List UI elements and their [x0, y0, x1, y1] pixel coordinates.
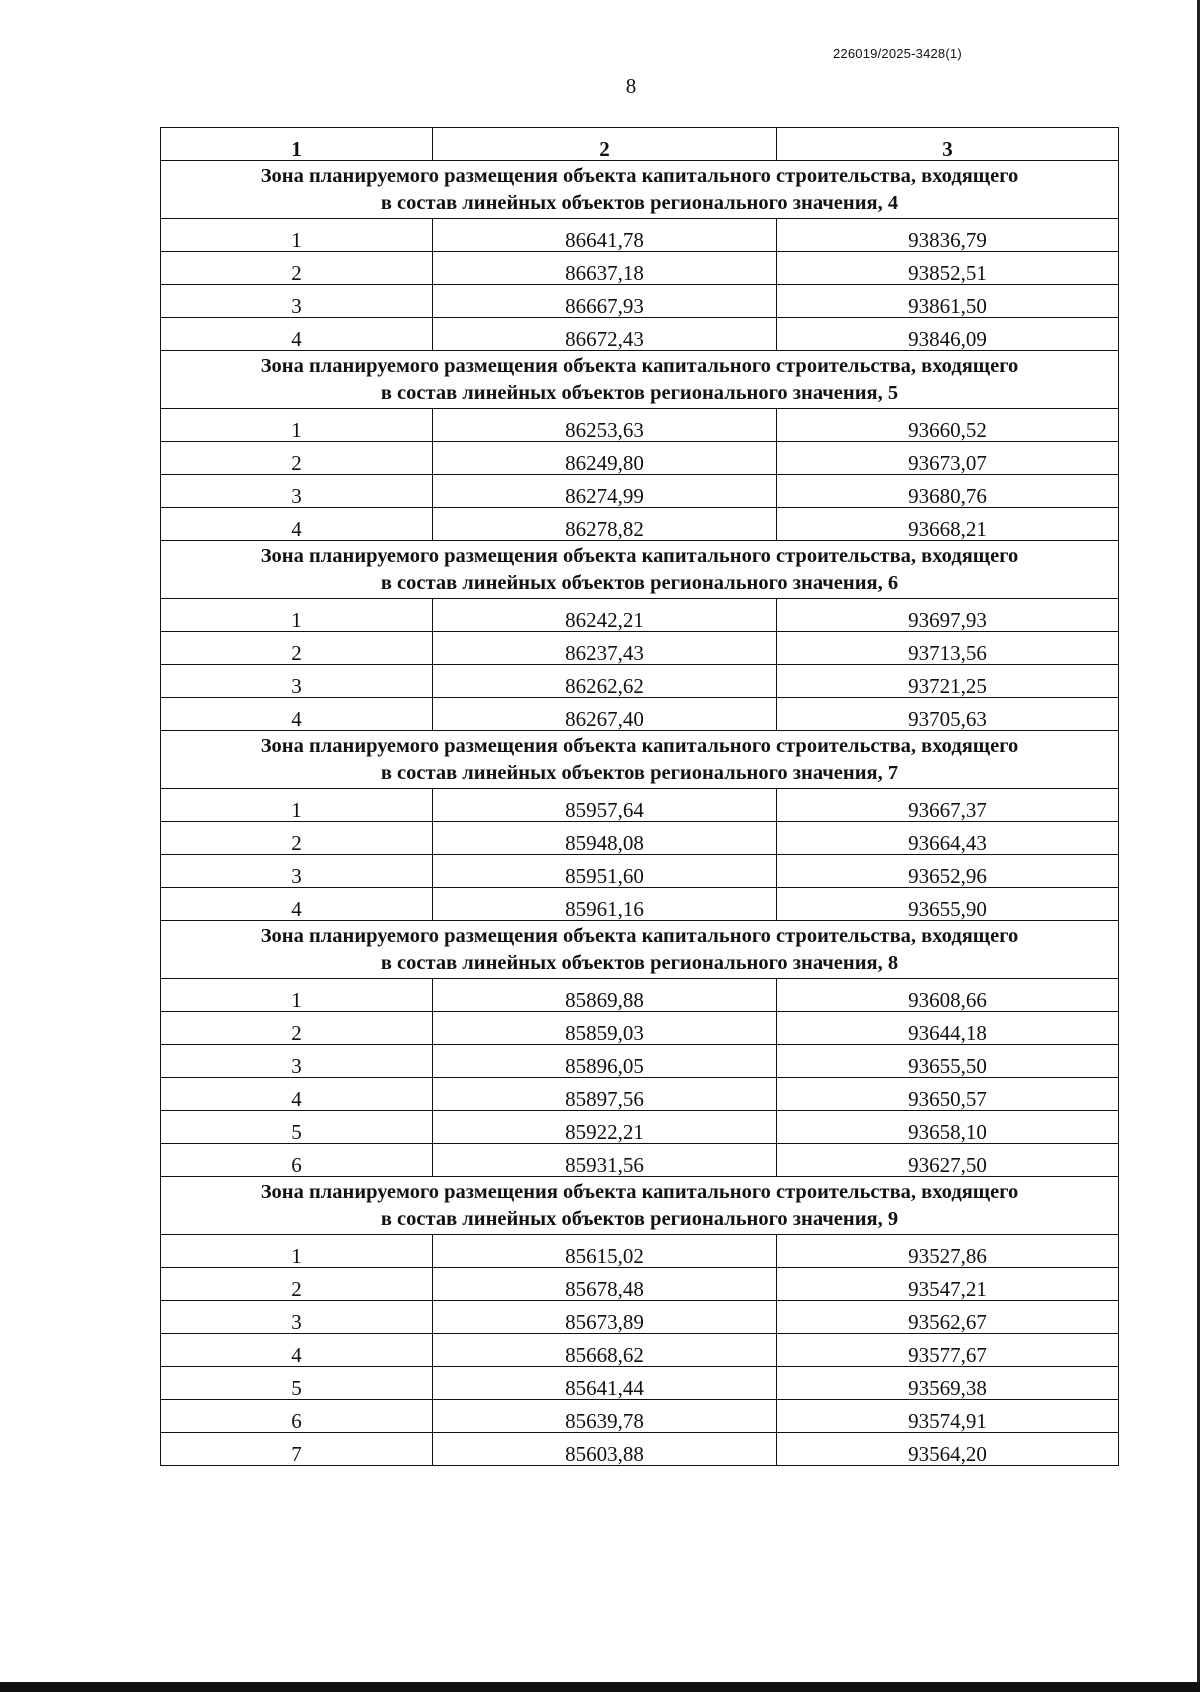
y-coordinate-cell: 93668,21	[777, 508, 1119, 541]
x-coordinate-cell: 85603,88	[433, 1433, 777, 1466]
point-number-cell: 3	[161, 285, 433, 318]
zone-heading-row	[161, 1177, 1119, 1235]
point-number-cell: 4	[161, 698, 433, 731]
table-row	[161, 698, 1119, 731]
document-id: 226019/2025-3428(1)	[833, 46, 962, 61]
x-coordinate-cell: 86637,18	[433, 252, 777, 285]
x-coordinate-cell: 86249,80	[433, 442, 777, 475]
x-coordinate-cell: 85931,56	[433, 1144, 777, 1177]
point-number-cell: 3	[161, 1301, 433, 1334]
point-number-cell: 5	[161, 1111, 433, 1144]
y-coordinate-cell: 93713,56	[777, 632, 1119, 665]
zone-heading-line1: Зона планируемого размещения объекта капитального строительства, входящего	[260, 165, 1019, 187]
zone-heading	[161, 161, 1119, 219]
zone-heading-line1: Зона планируемого размещения объекта капитального строительства, входящего	[260, 1181, 1019, 1203]
table-row	[161, 219, 1119, 252]
x-coordinate-cell: 85957,64	[433, 789, 777, 822]
x-coordinate-cell: 85668,62	[433, 1334, 777, 1367]
y-coordinate-cell: 93861,50	[777, 285, 1119, 318]
coordinates-table	[160, 127, 1119, 1466]
table-row	[161, 888, 1119, 921]
page-number: 8	[625, 74, 637, 98]
table-row	[161, 318, 1119, 351]
y-coordinate-cell: 93655,90	[777, 888, 1119, 921]
zone-heading-line1: Зона планируемого размещения объекта капитального строительства, входящего	[260, 735, 1019, 757]
y-coordinate-cell: 93673,07	[777, 442, 1119, 475]
y-coordinate-cell: 93564,20	[777, 1433, 1119, 1466]
point-number-cell: 3	[161, 665, 433, 698]
zone-heading-line2: в состав линейных объектов регионального значения, 5	[380, 382, 899, 404]
point-number-cell: 1	[161, 219, 433, 252]
zone-heading	[161, 731, 1119, 789]
table-row	[161, 1334, 1119, 1367]
y-coordinate-cell: 93852,51	[777, 252, 1119, 285]
x-coordinate-cell: 86274,99	[433, 475, 777, 508]
table-row	[161, 1400, 1119, 1433]
table-row	[161, 1433, 1119, 1466]
x-coordinate-cell: 85678,48	[433, 1268, 777, 1301]
point-number-cell: 7	[161, 1433, 433, 1466]
x-coordinate-cell: 85951,60	[433, 855, 777, 888]
y-coordinate-cell: 93655,50	[777, 1045, 1119, 1078]
table-row	[161, 979, 1119, 1012]
point-number-cell: 1	[161, 409, 433, 442]
table-row	[161, 285, 1119, 318]
y-coordinate-cell: 93846,09	[777, 318, 1119, 351]
table-row	[161, 252, 1119, 285]
table-row	[161, 475, 1119, 508]
y-coordinate-cell: 93660,52	[777, 409, 1119, 442]
table-row	[161, 1144, 1119, 1177]
x-coordinate-cell: 85641,44	[433, 1367, 777, 1400]
x-coordinate-cell: 86672,43	[433, 318, 777, 351]
y-coordinate-cell: 93577,67	[777, 1334, 1119, 1367]
zone-heading	[161, 921, 1119, 979]
x-coordinate-cell: 86242,21	[433, 599, 777, 632]
zone-heading	[161, 541, 1119, 599]
zone-heading	[161, 351, 1119, 409]
y-coordinate-cell: 93608,66	[777, 979, 1119, 1012]
y-coordinate-cell: 93667,37	[777, 789, 1119, 822]
table-row	[161, 855, 1119, 888]
x-coordinate-cell: 86262,62	[433, 665, 777, 698]
zone-heading-line1: Зона планируемого размещения объекта капитального строительства, входящего	[260, 925, 1019, 947]
point-number-cell: 2	[161, 252, 433, 285]
y-coordinate-cell: 93527,86	[777, 1235, 1119, 1268]
table-row	[161, 1301, 1119, 1334]
x-coordinate-cell: 85922,21	[433, 1111, 777, 1144]
point-number-cell: 2	[161, 632, 433, 665]
y-coordinate-cell: 93705,63	[777, 698, 1119, 731]
column-header: 3	[777, 128, 1119, 161]
y-coordinate-cell: 93569,38	[777, 1367, 1119, 1400]
point-number-cell: 1	[161, 599, 433, 632]
table-row	[161, 1111, 1119, 1144]
table-body	[161, 128, 1119, 1466]
zone-heading-line2: в состав линейных объектов регионального значения, 8	[380, 952, 899, 974]
zone-heading-line2: в состав линейных объектов регионального значения, 9	[380, 1208, 899, 1230]
zone-heading-row	[161, 921, 1119, 979]
x-coordinate-cell: 86267,40	[433, 698, 777, 731]
y-coordinate-cell: 93562,67	[777, 1301, 1119, 1334]
point-number-cell: 4	[161, 318, 433, 351]
point-number-cell: 3	[161, 1045, 433, 1078]
zone-heading-line1: Зона планируемого размещения объекта капитального строительства, входящего	[260, 355, 1019, 377]
table-row	[161, 1367, 1119, 1400]
x-coordinate-cell: 86253,63	[433, 409, 777, 442]
zone-heading-line2: в состав линейных объектов регионального значения, 7	[380, 762, 899, 784]
point-number-cell: 1	[161, 979, 433, 1012]
point-number-cell: 4	[161, 1078, 433, 1111]
table-header-row	[161, 128, 1119, 161]
table-row	[161, 665, 1119, 698]
zone-heading-row	[161, 351, 1119, 409]
zone-heading-row	[161, 161, 1119, 219]
table-row	[161, 1012, 1119, 1045]
column-header: 2	[433, 128, 777, 161]
zone-heading-row	[161, 541, 1119, 599]
y-coordinate-cell: 93574,91	[777, 1400, 1119, 1433]
x-coordinate-cell: 85615,02	[433, 1235, 777, 1268]
zone-heading	[161, 1177, 1119, 1235]
zone-heading-line2: в состав линейных объектов регионального значения, 4	[380, 192, 899, 214]
y-coordinate-cell: 93680,76	[777, 475, 1119, 508]
column-header: 1	[161, 128, 433, 161]
point-number-cell: 2	[161, 442, 433, 475]
y-coordinate-cell: 93652,96	[777, 855, 1119, 888]
point-number-cell: 5	[161, 1367, 433, 1400]
table-row	[161, 1235, 1119, 1268]
x-coordinate-cell: 85896,05	[433, 1045, 777, 1078]
y-coordinate-cell: 93658,10	[777, 1111, 1119, 1144]
table-row	[161, 508, 1119, 541]
point-number-cell: 2	[161, 822, 433, 855]
x-coordinate-cell: 85673,89	[433, 1301, 777, 1334]
y-coordinate-cell: 93664,43	[777, 822, 1119, 855]
zone-heading-line2: в состав линейных объектов регионального значения, 6	[380, 572, 899, 594]
table-row	[161, 1078, 1119, 1111]
x-coordinate-cell: 86278,82	[433, 508, 777, 541]
point-number-cell: 1	[161, 1235, 433, 1268]
table-row	[161, 409, 1119, 442]
y-coordinate-cell: 93836,79	[777, 219, 1119, 252]
x-coordinate-cell: 86641,78	[433, 219, 777, 252]
point-number-cell: 4	[161, 508, 433, 541]
x-coordinate-cell: 85639,78	[433, 1400, 777, 1433]
y-coordinate-cell: 93644,18	[777, 1012, 1119, 1045]
scan-bottom-border	[0, 1682, 1200, 1692]
y-coordinate-cell: 93697,93	[777, 599, 1119, 632]
y-coordinate-cell: 93721,25	[777, 665, 1119, 698]
x-coordinate-cell: 85897,56	[433, 1078, 777, 1111]
x-coordinate-cell: 86667,93	[433, 285, 777, 318]
point-number-cell: 1	[161, 789, 433, 822]
point-number-cell: 6	[161, 1400, 433, 1433]
x-coordinate-cell: 85859,03	[433, 1012, 777, 1045]
y-coordinate-cell: 93547,21	[777, 1268, 1119, 1301]
x-coordinate-cell: 85961,16	[433, 888, 777, 921]
table-row	[161, 822, 1119, 855]
x-coordinate-cell: 86237,43	[433, 632, 777, 665]
point-number-cell: 2	[161, 1012, 433, 1045]
x-coordinate-cell: 85948,08	[433, 822, 777, 855]
table-row	[161, 1045, 1119, 1078]
point-number-cell: 4	[161, 1334, 433, 1367]
y-coordinate-cell: 93650,57	[777, 1078, 1119, 1111]
zone-heading-line1: Зона планируемого размещения объекта капитального строительства, входящего	[260, 545, 1019, 567]
table-row	[161, 1268, 1119, 1301]
y-coordinate-cell: 93627,50	[777, 1144, 1119, 1177]
point-number-cell: 3	[161, 855, 433, 888]
point-number-cell: 4	[161, 888, 433, 921]
table-row	[161, 442, 1119, 475]
zone-heading-row	[161, 731, 1119, 789]
point-number-cell: 3	[161, 475, 433, 508]
table-row	[161, 632, 1119, 665]
x-coordinate-cell: 85869,88	[433, 979, 777, 1012]
point-number-cell: 6	[161, 1144, 433, 1177]
table-row	[161, 789, 1119, 822]
point-number-cell: 2	[161, 1268, 433, 1301]
table-row	[161, 599, 1119, 632]
